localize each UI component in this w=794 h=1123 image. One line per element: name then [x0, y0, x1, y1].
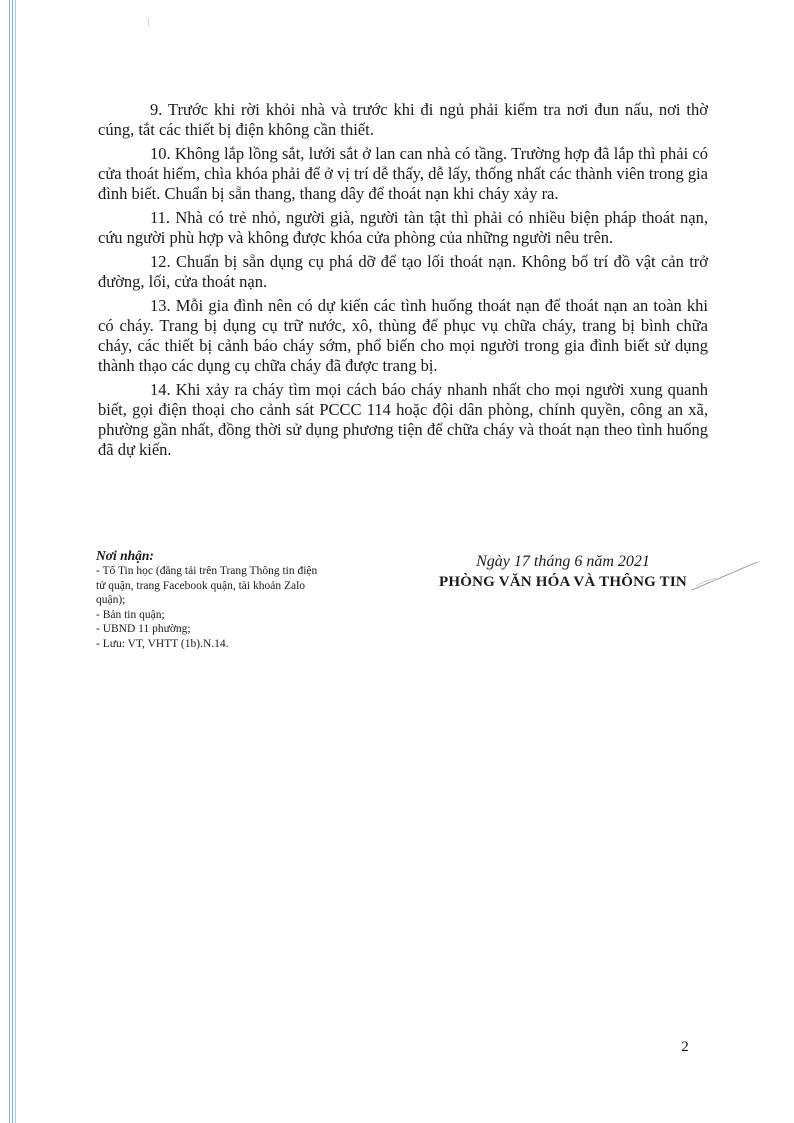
- paragraph-item-14: 14. Khi xảy ra cháy tìm mọi cách báo cháy nhanh nhất cho mọi người xung quanh biết, gọi điện thoại cho cảnh sát PCCC 114 hoặc đội dân phòng, chính quyền, công an xã, phường gần nhất, đồng thời sử dụng phương tiện để chữa cháy và thoát nạn theo tình huống đã dự kiến.: [98, 380, 708, 459]
- signature-date: Ngày 17 tháng 6 năm 2021: [476, 553, 650, 570]
- signing-organization: PHÒNG VĂN HÓA VÀ THÔNG TIN: [439, 574, 687, 590]
- recipients-title: Nơi nhận:: [96, 548, 154, 563]
- recipient-line: quận);: [96, 594, 126, 606]
- document-body: [98, 100, 708, 464]
- paragraph-item-12: 12. Chuẩn bị sẵn dụng cụ phá dỡ để tạo lối thoát nạn. Không bố trí đồ vật cản trở đường, lối, cửa thoát nạn.: [98, 252, 708, 291]
- signature-block: [398, 552, 728, 592]
- scan-artifact-mark: [148, 18, 149, 26]
- scan-edge-line: [9, 0, 10, 1123]
- paragraph-item-13: 13. Mỗi gia đình nên có dự kiến các tình huống thoát nạn để thoát nạn an toàn khi có cháy. Trang bị dụng cụ trữ nước, xô, thùng để phục vụ chữa cháy, trang bị bình chữa cháy, các thiết bị cảnh báo cháy sớm, phổ biến cho mọi người trong gia đình biết sử dụng thành thạo các dụng cụ chữa cháy đã được trang bị.: [98, 296, 708, 375]
- recipient-line: tử quận, trang Facebook quận, tài khoản Zalo: [96, 579, 306, 592]
- recipient-line: - Bản tin quận;: [96, 608, 165, 621]
- recipient-line: - Tổ Tin học (đăng tải trên Trang Thông tin điện: [96, 565, 318, 577]
- scan-edge-line: [12, 0, 13, 1123]
- page-number: 2: [681, 1039, 689, 1055]
- paragraph-item-10: 10. Không lắp lồng sắt, lưới sắt ở lan can nhà có tầng. Trường hợp đã lắp thì phải có cửa thoát hiểm, chìa khóa phải để ở vị trí dễ thấy, dễ lấy, thống nhất các thành viên trong gia đình biết. Chuẩn bị sẵn thang, thang dây để thoát nạn khi cháy xảy ra.: [98, 144, 708, 203]
- recipient-line: - Lưu: VT, VHTT (1b).N.14.: [96, 637, 229, 650]
- signature-stroke-icon: [690, 556, 760, 606]
- recipient-line: - UBND 11 phường;: [96, 623, 191, 635]
- recipients-block: [96, 548, 386, 651]
- scan-edge-line: [15, 0, 16, 1123]
- paragraph-item-9: 9. Trước khi rời khỏi nhà và trước khi đi ngủ phải kiểm tra nơi đun nấu, nơi thờ cúng, tắt các thiết bị điện không cần thiết.: [98, 100, 708, 139]
- paragraph-item-11: 11. Nhà có trẻ nhỏ, người già, người tàn tật thì phải có nhiều biện pháp thoát nạn, cứu người phù hợp và không được khóa cửa phòng của những người nêu trên.: [98, 208, 708, 247]
- scan-binding-edge: [9, 0, 19, 1123]
